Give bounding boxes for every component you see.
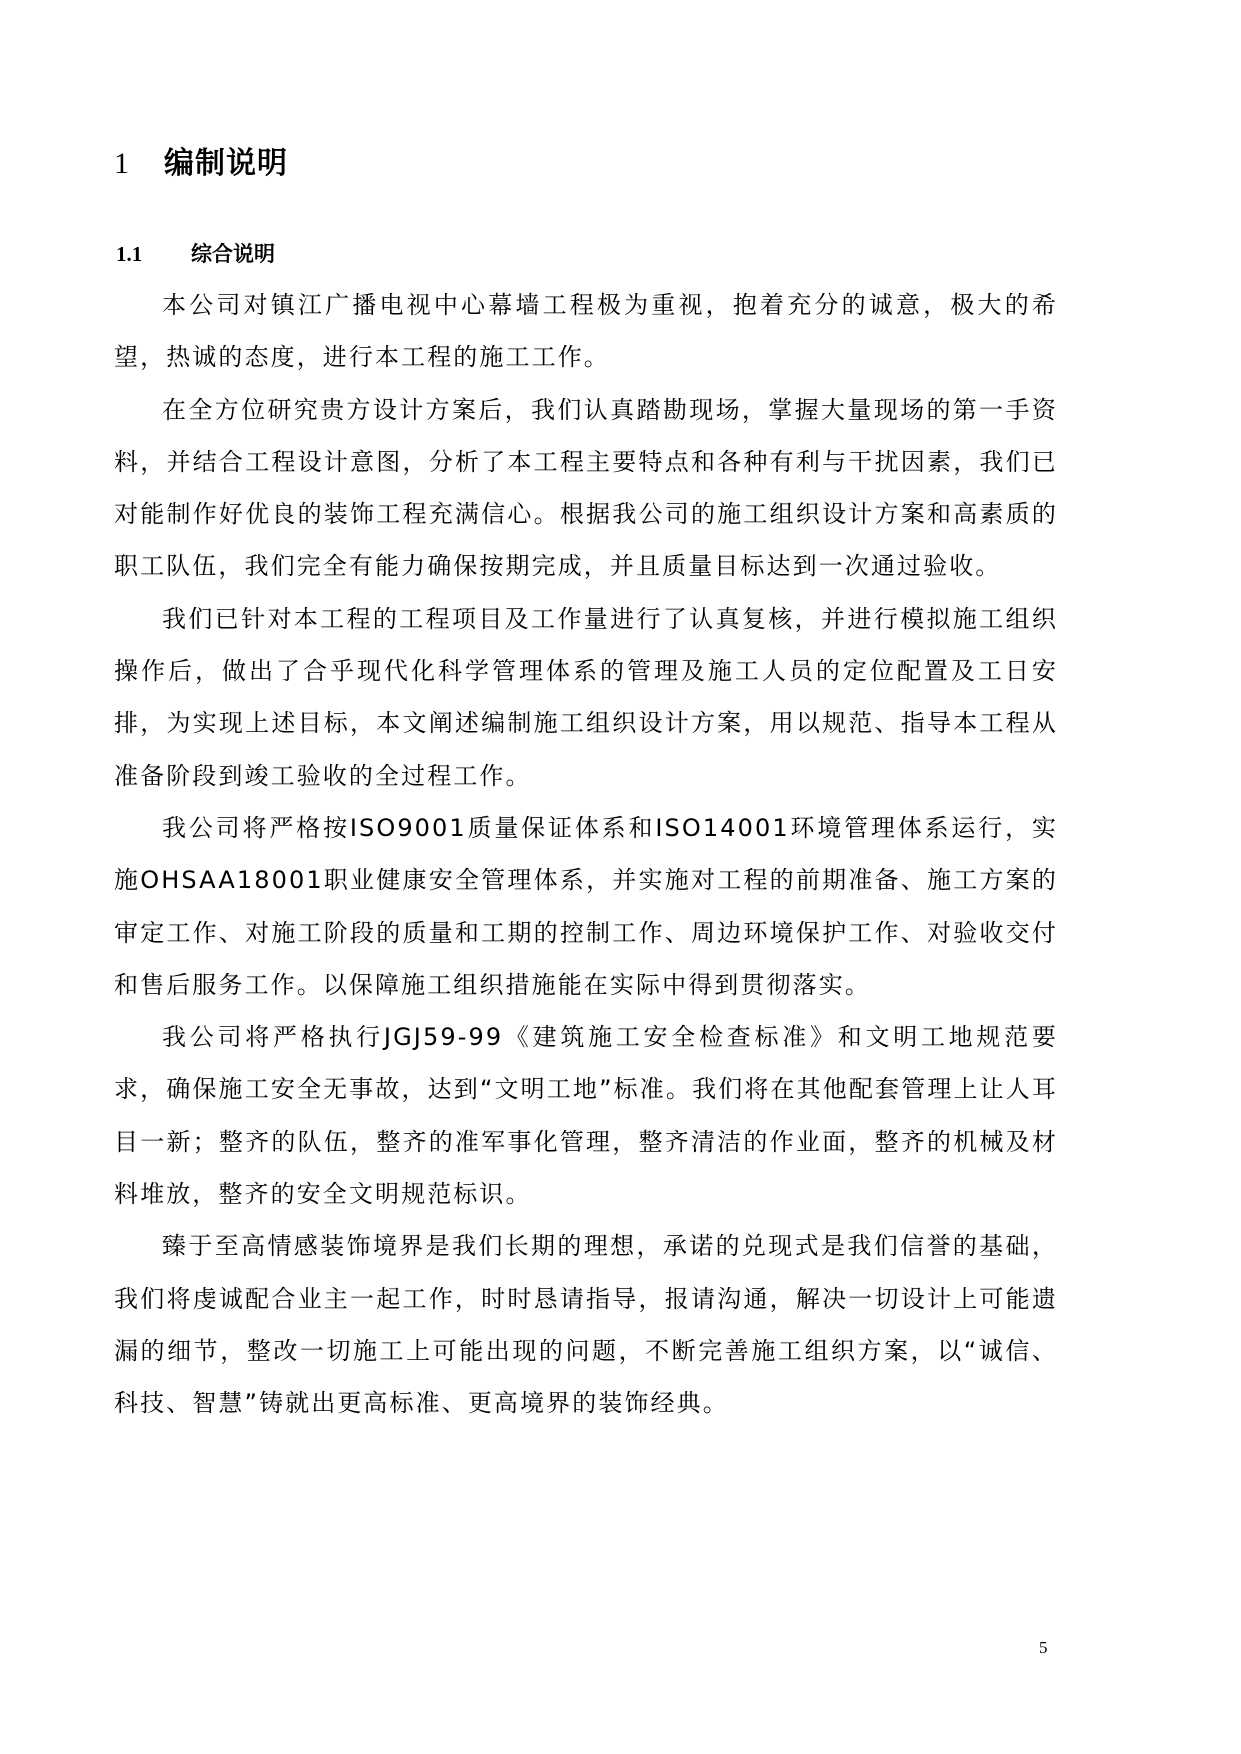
paragraph: 臻于至高情感装饰境界是我们长期的理想，承诺的兑现式是我们信誉的基础，我们将虔诚配合业主一起工作，时时恳请指导，报请沟通，解决一切设计上可能遗漏的细节，整改一切施工上可能出现的问题，不断完善施工组织方案，以“诚信、科技、智慧”铸就出更高标准、更高境界的装饰经典。 bbox=[114, 1232, 1058, 1418]
paragraph: 我公司将严格按ISO9001质量保证体系和ISO14001环境管理体系运行，实施OHSAA18001职业健康安全管理体系，并实施对工程的前期准备、施工方案的审定工作、对施工阶段的质量和工期的控制工作、周边环境保护工作、对验收交付和售后服务工作。以保障施工组织措施能在实际中得到贯彻落实。 bbox=[114, 813, 1058, 999]
section-heading bbox=[114, 138, 288, 182]
section-number: 1 bbox=[114, 147, 130, 180]
paragraph: 我们已针对本工程的工程项目及工作量进行了认真复核，并进行模拟施工组织操作后，做出了合乎现代化科学管理体系的管理及施工人员的定位配置及工日安排，为实现上述目标，本文阐述编制施工组织设计方案，用以规范、指导本工程从准备阶段到竣工验收的全过程工作。 bbox=[114, 604, 1058, 790]
subsection-title: 综合说明 bbox=[191, 242, 275, 266]
body-text bbox=[114, 279, 1058, 1430]
page-number: 5 bbox=[1039, 1638, 1048, 1657]
paragraph: 我公司将严格执行JGJ59-99《建筑施工安全检查标准》和文明工地规范要求，确保施工安全无事故，达到“文明工地”标准。我们将在其他配套管理上让人耳目一新；整齐的队伍，整齐的准军事化管理，整齐清洁的作业面，整齐的机械及材料堆放，整齐的安全文明规范标识。 bbox=[114, 1023, 1058, 1209]
section-title: 编制说明 bbox=[164, 146, 288, 181]
subsection-heading bbox=[116, 238, 275, 268]
paragraph: 本公司对镇江广播电视中心幕墙工程极为重视，抱着充分的诚意，极大的希望，热诚的态度，进行本工程的施工工作。 bbox=[114, 291, 1058, 372]
subsection-number: 1.1 bbox=[116, 242, 143, 266]
paragraph: 在全方位研究贵方设计方案后，我们认真踏勘现场，掌握大量现场的第一手资料，并结合工程设计意图，分析了本工程主要特点和各种有利与干扰因素，我们已对能制作好优良的装饰工程充满信心。根据我公司的施工组织设计方案和高素质的职工队伍，我们完全有能力确保按期完成，并且质量目标达到一次通过验收。 bbox=[114, 395, 1058, 581]
